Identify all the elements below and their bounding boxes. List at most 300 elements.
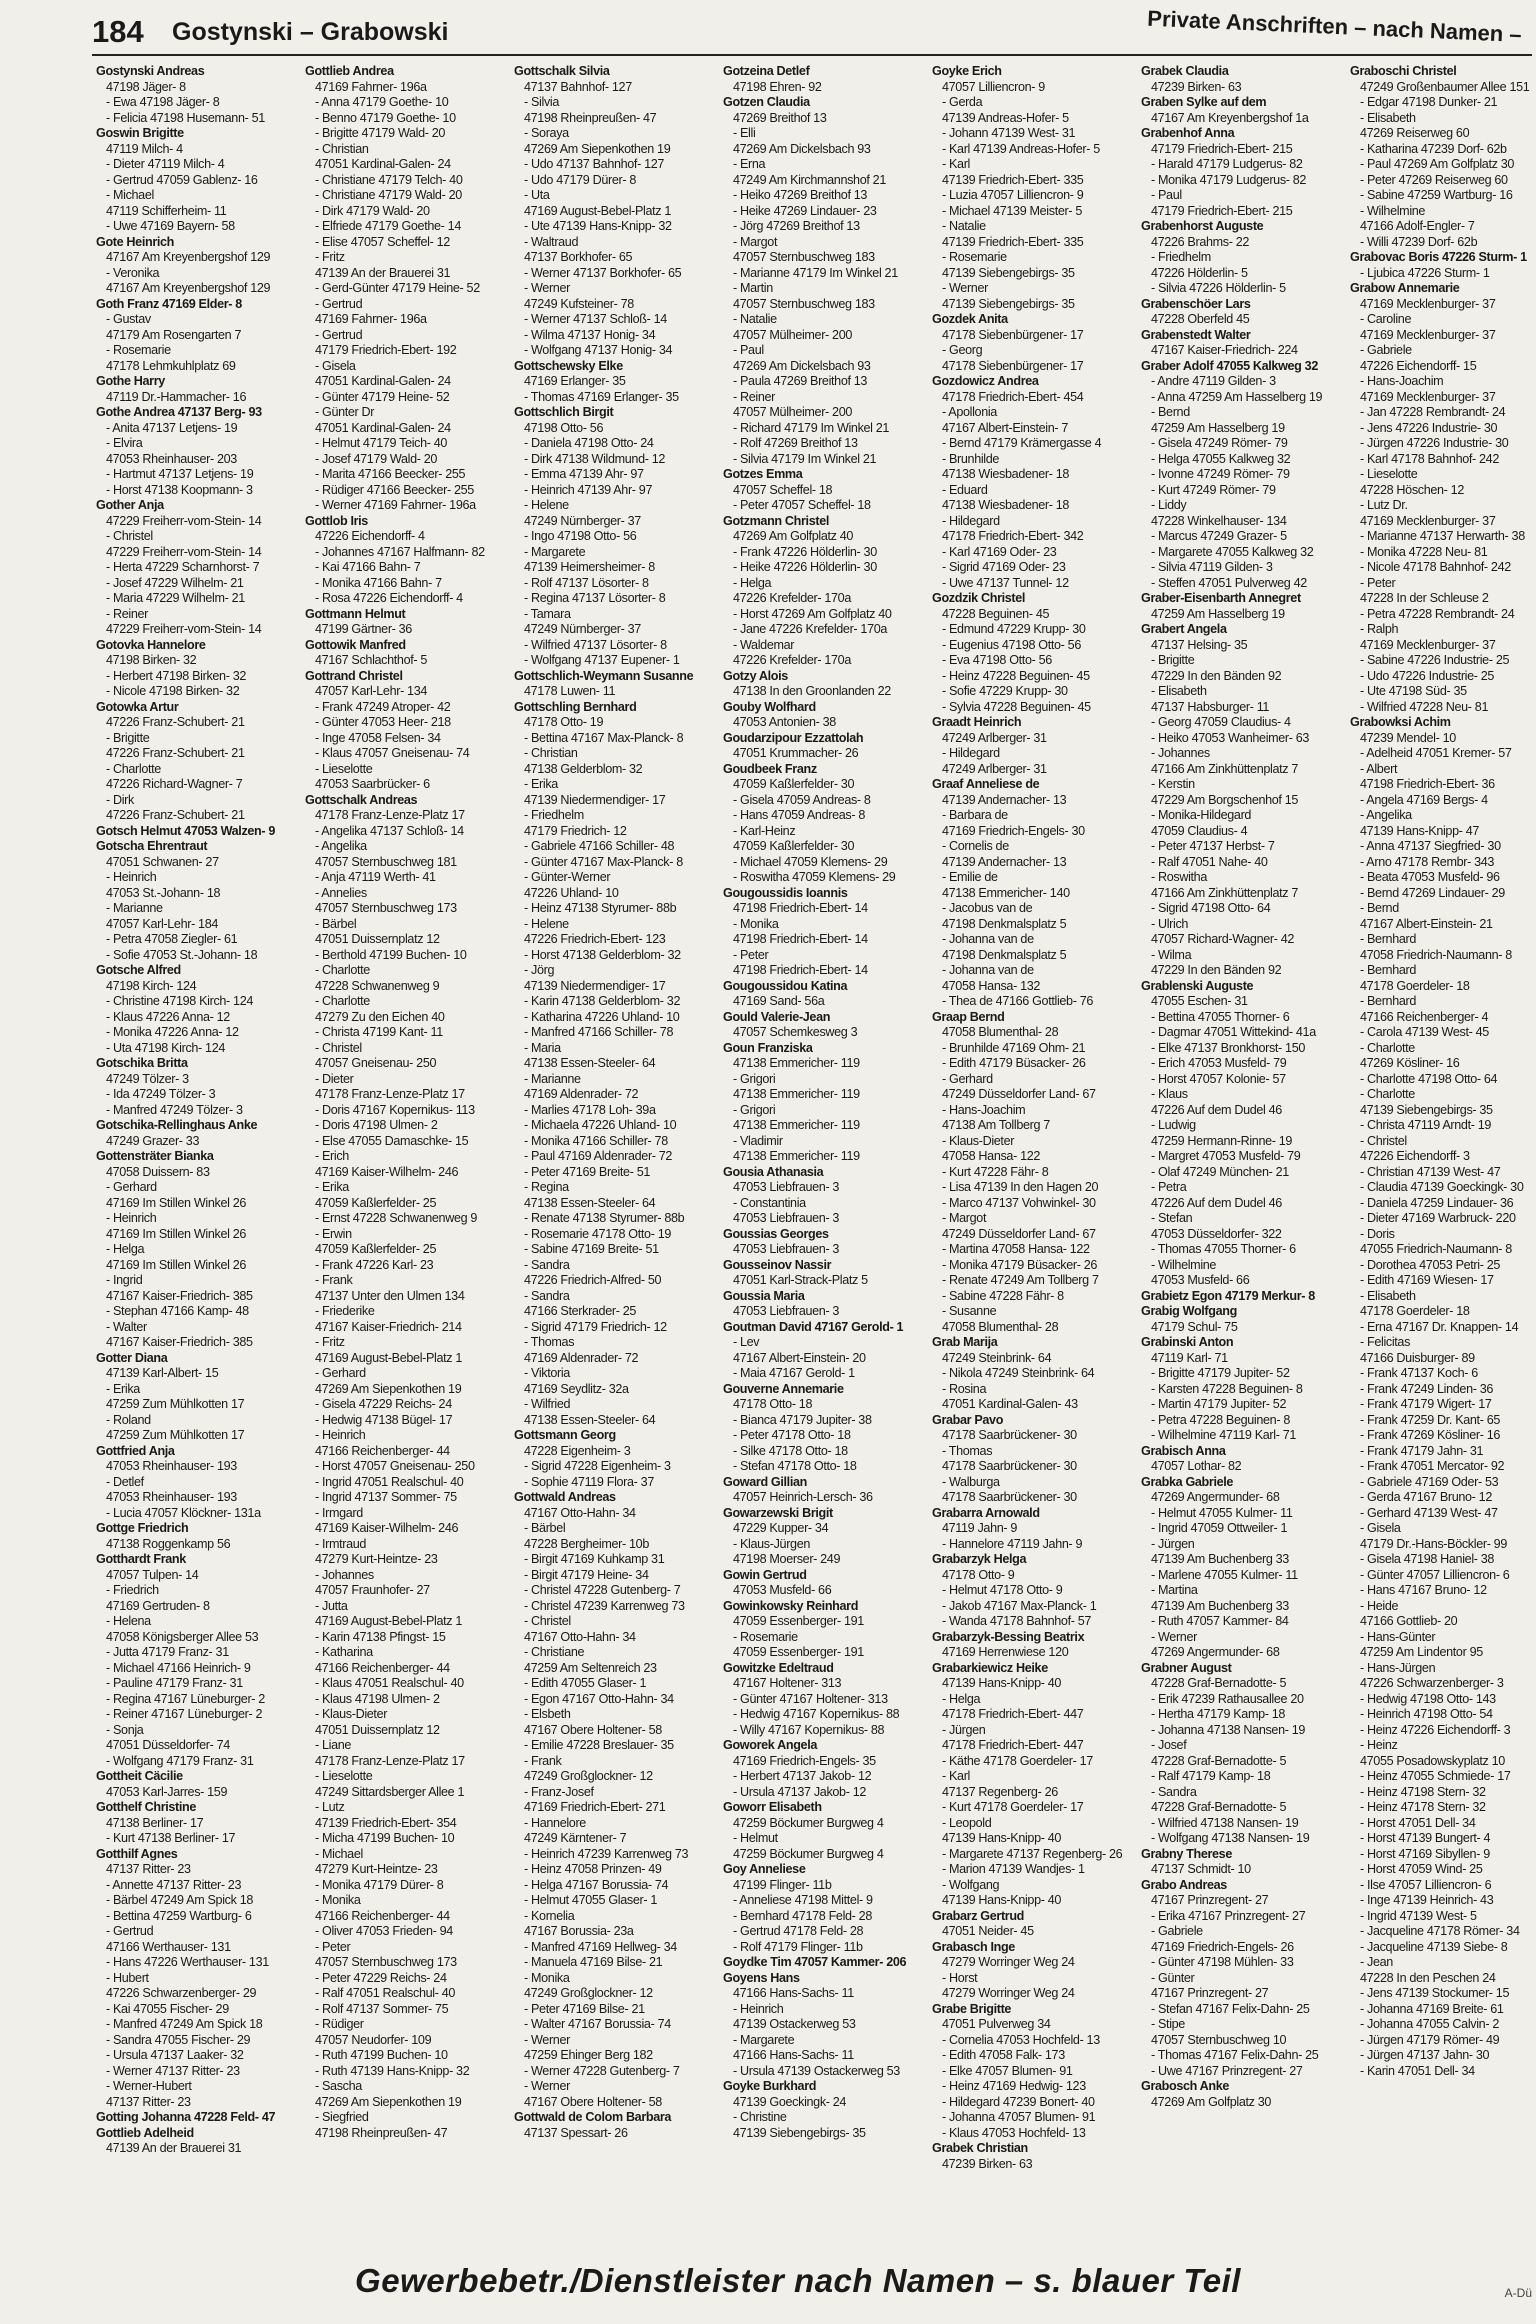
- entry-surname: Goth Franz 47169 Elder- 8: [96, 296, 242, 311]
- entry-line: 47198 Birken- 32: [106, 653, 197, 667]
- entry-surname: Graap Bernd: [932, 1009, 1005, 1024]
- entry-line: - Gertrud 47178 Feld- 28: [733, 1924, 864, 1938]
- entry-line: 47169 Fahrner- 196a: [315, 312, 427, 326]
- entry-line: 47169 Im Stillen Winkel 26: [106, 1257, 247, 1272]
- entry-surname: Graaf Anneliese de: [932, 777, 1040, 791]
- entry-line: - Manfred 47249 Tölzer- 3: [106, 1102, 243, 1117]
- entry-line: - Charlotte: [1360, 1087, 1415, 1101]
- entry-line: - Horst 47138 Gelderblom- 32: [524, 947, 681, 962]
- entry-line: 47269 Am Golfplatz 40: [733, 529, 854, 543]
- entry-line: - Christel: [1360, 1133, 1407, 1148]
- entry-surname: Grabarzyk Helga: [932, 1552, 1027, 1566]
- entry-line: - Erika 47167 Prinzregent- 27: [1151, 1908, 1306, 1923]
- entry-surname: Grabarkiewicz Heike: [932, 1660, 1048, 1675]
- entry-line: - Heinz 47055 Schmiede- 17: [1360, 1769, 1511, 1783]
- entry-line: - Gerhard: [942, 1071, 993, 1086]
- entry-line: 47057 Scheffel- 18: [733, 482, 833, 497]
- entry-line: 47051 Pulverweg 34: [942, 2017, 1051, 2031]
- entry-line: - Ursula 47137 Jakob- 12: [733, 1784, 867, 1799]
- entry-line: - Christiane: [524, 1645, 585, 1659]
- entry-line: 47226 Eichendorff- 15: [1360, 358, 1477, 373]
- entry-line: - Walter 47167 Borussia- 74: [524, 2017, 671, 2031]
- entry-line: - Karl 47178 Bahnhof- 242: [1360, 451, 1499, 466]
- entry-line: 47058 Hansa- 122: [942, 1149, 1041, 1163]
- entry-line: 47229 Freiherr-vom-Stein- 14: [106, 513, 262, 528]
- entry-line: - Manuela 47169 Bilse- 21: [524, 1955, 663, 1969]
- entry-line: 47059 Essenberger- 191: [733, 1614, 864, 1628]
- entry-line: - Werner: [524, 2079, 570, 2093]
- entry-line: 47139 Siebengebirgs- 35: [942, 265, 1075, 280]
- entry-line: - Christel: [524, 1614, 571, 1628]
- entry-line: - Christiane 47179 Telch- 40: [315, 172, 463, 187]
- entry-line: - Cornelia 47053 Hochfeld- 13: [942, 2032, 1100, 2047]
- entry-line: - Günter 47167 Holtener- 313: [733, 1691, 888, 1706]
- entry-line: 47166 Duisburger- 89: [1360, 1350, 1475, 1365]
- entry-line: - Christel 47239 Karrenweg 73: [524, 1598, 685, 1613]
- entry-line: - Michael 47166 Heinrich- 9: [106, 1660, 251, 1675]
- entry-line: 47138 Emmericher- 119: [733, 1087, 860, 1101]
- entry-line: 47249 Kärntener- 7: [524, 1831, 627, 1845]
- entry-line: 47166 Reichenberger- 44: [315, 1443, 450, 1458]
- entry-line: - Heiko 47053 Wanheimer- 63: [1151, 730, 1310, 745]
- entry-line: - Friedhelm: [524, 808, 584, 822]
- entry-line: - Manfred 47169 Hellweg- 34: [524, 1939, 677, 1954]
- entry-surname: Goydke Tim 47057 Kammer- 206: [723, 1955, 907, 1969]
- entry-line: - Cornelis de: [942, 839, 1009, 853]
- entry-line: 47057 Tulpen- 14: [106, 1567, 199, 1582]
- entry-line: - Thea de 47166 Gottlieb- 76: [942, 994, 1093, 1008]
- entry-line: 47053 Liebfrauen- 3: [733, 1242, 840, 1256]
- entry-line: - Günter 47057 Lilliencron- 6: [1360, 1567, 1510, 1582]
- entry-surname: Grabosch Anke: [1141, 2079, 1230, 2093]
- entry-line: 47169 Kaiser-Wilhelm- 246: [315, 1521, 459, 1535]
- entry-surname: Gottowik Manfred: [305, 637, 406, 652]
- entry-line: 47167 Schlachthof- 5: [315, 653, 428, 667]
- entry-line: 47169 Mecklenburger- 37: [1360, 327, 1496, 342]
- entry-line: 47228 In der Schleuse 2: [1360, 591, 1489, 605]
- entry-line: 47228 Graf-Bernadotte- 5: [1151, 1676, 1287, 1690]
- entry-surname: Goyke Burkhard: [723, 2079, 817, 2093]
- entry-line: - Friedhelm: [1151, 250, 1211, 264]
- entry-line: - Gustav: [106, 312, 151, 326]
- entry-line: - Herbert 47198 Birken- 32: [106, 668, 247, 683]
- entry-surname: Grab Marija: [932, 1335, 998, 1349]
- entry-line: 47229 Am Borgschenhof 15: [1151, 792, 1299, 807]
- entry-line: - Angelika: [1360, 808, 1412, 822]
- entry-line: 47167 Borussia- 23a: [524, 1924, 634, 1938]
- entry-line: - Emma 47139 Ahr- 97: [524, 467, 644, 481]
- entry-line: - Frank 47259 Dr. Kant- 65: [1360, 1412, 1501, 1427]
- entry-surname: Gottmann Helmut: [305, 606, 406, 621]
- entry-line: 47053 Liebfrauen- 3: [733, 1180, 840, 1194]
- entry-line: 47051 Kardinal-Galen- 24: [315, 374, 451, 388]
- entry-surname: Gottrand Christel: [305, 668, 403, 683]
- entry-line: - Hildegard: [942, 513, 1000, 528]
- entry-surname: Gotsch Helmut 47053 Walzen- 9: [96, 823, 276, 838]
- entry-surname: Gould Valerie-Jean: [723, 1009, 831, 1024]
- entry-line: - Angelika: [315, 839, 367, 853]
- entry-line: 47166 Reichenberger- 4: [1360, 1009, 1489, 1024]
- entry-surname: Gottge Friedrich: [96, 1521, 189, 1535]
- entry-surname: Grabig Wolfgang: [1141, 1304, 1237, 1318]
- entry-line: - Martina: [1151, 1583, 1198, 1597]
- entry-line: - Thomas 47169 Erlanger- 35: [524, 389, 679, 404]
- entry-line: 47139 Goeckingk- 24: [733, 2094, 847, 2109]
- entry-line: 47226 Hölderlin- 5: [1151, 265, 1248, 280]
- entry-line: - Paul 47169 Aldenrader- 72: [524, 1149, 673, 1163]
- entry-line: - Frank: [524, 1753, 562, 1768]
- entry-line: - Ingrid 47137 Sommer- 75: [315, 1490, 457, 1504]
- entry-line: - Johanna 47138 Nansen- 19: [1151, 1722, 1306, 1737]
- entry-line: - Ludwig: [1151, 1118, 1196, 1132]
- entry-line: - Heike 47269 Lindauer- 23: [733, 203, 877, 218]
- entry-line: 47167 Am Kreyenbergshof 129: [106, 250, 271, 264]
- entry-line: 47178 Saarbrückener- 30: [942, 1490, 1077, 1504]
- entry-line: 47259 Zum Mühlkotten 17: [106, 1428, 245, 1442]
- entry-line: 47051 Düsseldorfer- 74: [106, 1738, 230, 1752]
- entry-line: - Erich: [315, 1149, 349, 1163]
- entry-line: - Eva 47198 Otto- 56: [942, 653, 1052, 667]
- entry-line: - Johanna 47169 Breite- 61: [1360, 2001, 1504, 2016]
- entry-surname: Goudbeek Franz: [723, 761, 817, 776]
- entry-line: - Thomas 47055 Thorner- 6: [1151, 1242, 1296, 1256]
- entry-line: - Carola 47139 West- 45: [1360, 1025, 1489, 1039]
- entry-line: - Marco 47137 Vohwinkel- 30: [942, 1195, 1096, 1210]
- entry-line: - Ivonne 47249 Römer- 79: [1151, 467, 1290, 481]
- entry-line: 47249 Großglockner- 12: [524, 1986, 653, 2000]
- entry-line: - Jacobus van de: [942, 901, 1033, 915]
- entry-line: - Hildegard 47239 Bonert- 40: [942, 2094, 1095, 2109]
- entry-line: 47226 Eichendorff- 3: [1360, 1149, 1470, 1163]
- entry-line: - Peter: [733, 947, 769, 962]
- entry-surname: Grabert Angela: [1141, 622, 1227, 636]
- entry-line: - Heinrich 47139 Ahr- 97: [524, 482, 653, 497]
- entry-line: - Charlotte: [315, 963, 370, 977]
- entry-surname: Gotzeina Detlef: [723, 64, 810, 78]
- entry-line: 47249 Steinbrink- 64: [942, 1350, 1052, 1365]
- entry-line: - Bernd 47269 Lindauer- 29: [1360, 885, 1505, 900]
- entry-line: - Heinz 47058 Prinzen- 49: [524, 1862, 662, 1876]
- entry-line: - Georg 47059 Claudius- 4: [1151, 715, 1291, 729]
- entry-line: - Sandra: [524, 1257, 570, 1272]
- entry-line: - Sofie 47229 Krupp- 30: [942, 684, 1068, 698]
- entry-line: - Petra 47058 Ziegler- 61: [106, 932, 238, 946]
- entry-line: 47119 Karl- 71: [1151, 1350, 1228, 1365]
- entry-line: - Wilfried: [524, 1397, 571, 1411]
- entry-line: - Walter: [106, 1319, 147, 1334]
- entry-line: 47169 Fahrner- 196a: [315, 79, 427, 94]
- entry-line: - Thomas: [942, 1443, 993, 1458]
- entry-surname: Gotovka Hannelore: [96, 637, 206, 652]
- entry-line: - Micha 47199 Buchen- 10: [315, 1831, 455, 1845]
- entry-line: - Werner: [1151, 1629, 1197, 1644]
- entry-line: - Natalie: [733, 312, 777, 326]
- entry-line: 47178 Saarbrückener- 30: [942, 1428, 1077, 1442]
- entry-line: - Petra: [1151, 1180, 1187, 1194]
- entry-line: 47226 Friedrich-Ebert- 123: [524, 932, 666, 946]
- entry-line: - Silvia 47179 Im Winkel 21: [733, 451, 877, 466]
- entry-line: - Hedwig 47167 Kopernikus- 88: [733, 1707, 900, 1721]
- entry-line: - Johannes 47167 Halfmann- 82: [315, 544, 485, 559]
- entry-line: 47139 An der Brauerei 31: [106, 2141, 242, 2155]
- entry-line: - Karin 47138 Pfingst- 15: [315, 1629, 446, 1644]
- entry-surname: Grabarra Arnowald: [932, 1505, 1040, 1520]
- entry-line: - Bärbel 47249 Am Spick 18: [106, 1893, 254, 1907]
- entry-line: - Sigrid 47179 Friedrich- 12: [524, 1319, 667, 1334]
- entry-line: 47249 Tölzer- 3: [106, 1071, 189, 1086]
- entry-line: - Jutta 47179 Franz- 31: [106, 1645, 229, 1659]
- entry-line: - Helga: [733, 575, 772, 590]
- entry-line: 47229 Freiherr-vom-Stein- 14: [106, 544, 262, 559]
- entry-line: - Josef 47179 Wald- 20: [315, 451, 438, 466]
- entry-line: - Peter 47169 Breite- 51: [524, 1164, 651, 1179]
- entry-line: - Christiane 47179 Wald- 20: [315, 188, 462, 202]
- entry-surname: Gottheit Cäcilie: [96, 1769, 183, 1783]
- entry-surname: Goy Anneliese: [723, 1862, 806, 1876]
- entry-line: 47279 Worringer Weg 24: [942, 1986, 1075, 2000]
- entry-line: - Ljubica 47226 Sturm- 1: [1360, 265, 1490, 280]
- entry-line: - Helga 47167 Borussia- 74: [524, 1877, 669, 1892]
- entry-line: 47169 Aldenrader- 72: [524, 1087, 639, 1101]
- entry-line: - Regina 47137 Lösorter- 8: [524, 591, 666, 605]
- entry-line: - Monika: [315, 1893, 361, 1907]
- entry-line: - Josef 47229 Wilhelm- 21: [106, 575, 244, 590]
- entry-line: - Rosina: [942, 1381, 987, 1396]
- entry-line: - Peter: [315, 1939, 351, 1954]
- entry-line: 47167 Kaiser-Friedrich- 224: [1151, 343, 1298, 357]
- entry-line: - Hans-Jürgen: [1360, 1660, 1436, 1675]
- entry-line: - Karl: [942, 157, 970, 171]
- entry-line: - Ernst 47228 Schwanenweg 9: [315, 1211, 478, 1225]
- entry-line: 47228 Höschen- 12: [1360, 482, 1464, 497]
- entry-line: 47119 Dr.-Hammacher- 16: [106, 389, 247, 404]
- entry-line: - Rolf 47179 Flinger- 11b: [733, 1939, 863, 1954]
- entry-surname: Goussia Maria: [723, 1288, 805, 1303]
- entry-line: - Gabriele: [1360, 343, 1412, 357]
- entry-line: - Frank 47249 Atroper- 42: [315, 699, 451, 714]
- entry-line: 47229 Kupper- 34: [733, 1521, 829, 1535]
- entry-line: - Katharina: [315, 1645, 373, 1659]
- entry-line: 47059 Kaßlerfelder- 30: [733, 839, 855, 853]
- entry-line: - Erna 47167 Dr. Knappen- 14: [1360, 1319, 1519, 1334]
- entry-line: 47169 Im Stillen Winkel 26: [106, 1195, 247, 1210]
- entry-surname: Goworek Angela: [723, 1738, 818, 1752]
- entry-line: - Daniela 47259 Lindauer- 36: [1360, 1195, 1514, 1210]
- entry-line: 47226 Krefelder- 170a: [733, 653, 851, 667]
- entry-line: 47138 Wiesbadener- 18: [942, 467, 1070, 481]
- entry-line: - Uwe 47169 Bayern- 58: [106, 219, 235, 233]
- entry-line: - Dieter 47169 Warbruck- 220: [1360, 1211, 1516, 1225]
- entry-line: 47169 Friedrich-Ebert- 271: [524, 1800, 666, 1814]
- entry-line: 47139 Hans-Knipp- 40: [942, 1676, 1062, 1690]
- entry-line: - Gertrud: [315, 327, 363, 342]
- entry-line: - Anita 47137 Letjens- 19: [106, 420, 238, 435]
- entry-line: 47249 Arlberger- 31: [942, 761, 1047, 776]
- entry-line: - Horst 47059 Wind- 25: [1360, 1862, 1483, 1876]
- entry-line: 47167 Prinzregent- 27: [1151, 1893, 1269, 1907]
- entry-line: 47249 Sittardsberger Allee 1: [315, 1784, 465, 1799]
- entry-line: - Marita 47166 Beecker- 255: [315, 467, 466, 481]
- entry-line: - Karl: [942, 1769, 970, 1783]
- entry-line: 47057 Mülheimer- 200: [733, 327, 853, 342]
- entry-line: 47167 Obere Holtener- 58: [524, 1722, 662, 1737]
- entry-line: 47169 Erlanger- 35: [524, 374, 626, 388]
- entry-line: 47226 Friedrich-Alfred- 50: [524, 1273, 662, 1287]
- entry-line: - Stefan 47167 Felix-Dahn- 25: [1151, 2001, 1310, 2016]
- entry-line: 47269 Angermunder- 68: [1151, 1645, 1280, 1659]
- entry-surname: Gowarzewski Brigit: [723, 1505, 833, 1520]
- entry-line: 47139 Friedrich-Ebert- 335: [942, 172, 1084, 187]
- entry-line: 47138 Emmericher- 140: [942, 885, 1070, 900]
- entry-line: - Michael: [315, 1846, 363, 1861]
- entry-line: - Helena: [106, 1614, 151, 1628]
- entry-line: - Horst 47138 Koopmann- 3: [106, 482, 253, 497]
- header-rule: [92, 54, 1532, 56]
- entry-surname: Goun Franziska: [723, 1040, 813, 1055]
- entry-line: 47138 Emmericher- 119: [733, 1056, 860, 1070]
- entry-line: - Lutz: [315, 1800, 345, 1814]
- entry-line: - Christian 47139 West- 47: [1360, 1164, 1501, 1179]
- entry-line: - Leopold: [942, 1815, 992, 1830]
- entry-line: - Werner 47228 Gutenberg- 7: [524, 2063, 680, 2078]
- entry-surname: Gotter Diana: [96, 1350, 168, 1365]
- entry-line: - Liane: [315, 1738, 352, 1752]
- entry-line: - Günter: [1151, 1970, 1195, 1985]
- entry-surname: Gouverne Annemarie: [723, 1381, 844, 1396]
- entry-line: 47239 Birken- 63: [1151, 79, 1242, 94]
- entry-line: - Jacqueline 47178 Römer- 34: [1360, 1924, 1520, 1938]
- entry-line: 47169 Herrenwiese 120: [942, 1645, 1069, 1659]
- entry-line: 47167 Am Kreyenbergshof 1a: [1151, 110, 1309, 125]
- entry-line: 47057 Sternbuschweg 183: [733, 250, 875, 264]
- entry-line: 47198 Friedrich-Ebert- 36: [1360, 777, 1495, 791]
- entry-line: - Caroline: [1360, 312, 1412, 326]
- entry-line: - Wolfgang 47138 Nansen- 19: [1151, 1831, 1310, 1845]
- entry-line: 47057 Heinrich-Lersch- 36: [733, 1490, 873, 1504]
- entry-line: - Dieter: [315, 1071, 354, 1086]
- entry-line: - Christine 47198 Kirch- 124: [106, 994, 254, 1008]
- entry-line: - Bernhard 47178 Feld- 28: [733, 1908, 872, 1923]
- entry-line: - Heinz 47178 Stern- 32: [1360, 1800, 1486, 1814]
- entry-line: - Michael 47059 Klemens- 29: [733, 854, 888, 869]
- entry-line: 47198 Friedrich-Ebert- 14: [733, 963, 868, 977]
- entry-line: - Rolf 47269 Breithof 13: [733, 436, 858, 450]
- entry-line: 47139 Andernacher- 13: [942, 854, 1067, 869]
- entry-line: 47167 Obere Holtener- 58: [524, 2094, 662, 2109]
- entry-line: - Erika: [524, 777, 558, 791]
- entry-line: 47139 Andernacher- 13: [942, 792, 1067, 807]
- entry-surname: Grabowksi Achim: [1350, 715, 1451, 729]
- entry-line: 47269 Breithof 13: [733, 110, 827, 125]
- entry-line: 47226 Krefelder- 170a: [733, 591, 851, 605]
- entry-line: - Willy 47167 Kopernikus- 88: [733, 1722, 885, 1737]
- entry-line: - Horst 47269 Am Golfplatz 40: [733, 606, 892, 621]
- entry-line: - Elfriede 47179 Goethe- 14: [315, 219, 461, 233]
- section-title: Private Anschriften – nach Namen –: [1147, 5, 1523, 47]
- entry-surname: Gotzen Claudia: [723, 95, 810, 109]
- entry-surname: Grabenschöer Lars: [1141, 296, 1251, 311]
- entry-line: - Ingo 47198 Otto- 56: [524, 529, 637, 543]
- entry-line: 47138 Gelderblom- 32: [524, 761, 643, 776]
- entry-line: - Frank 47179 Jahn- 31: [1360, 1443, 1484, 1458]
- entry-line: 47226 Richard-Wagner- 7: [106, 777, 243, 791]
- entry-line: - Elisabeth: [1151, 684, 1207, 698]
- entry-line: - Gerda 47167 Bruno- 12: [1360, 1490, 1492, 1504]
- entry-line: - Nikola 47249 Steinbrink- 64: [942, 1366, 1095, 1380]
- entry-line: - Sigrid 47228 Eigenheim- 3: [524, 1459, 671, 1473]
- entry-line: - Hans-Joachim: [942, 1102, 1026, 1117]
- entry-line: 47259 Hermann-Rinne- 19: [1151, 1133, 1293, 1148]
- entry-line: - Emilie de: [942, 870, 998, 884]
- entry-line: 47178 Friedrich-Ebert- 454: [942, 389, 1084, 404]
- entry-line: 47169 Seydlitz- 32a: [524, 1381, 629, 1396]
- entry-line: 47226 Brahms- 22: [1151, 234, 1250, 249]
- entry-line: 47178 Siebenbürgener- 17: [942, 358, 1084, 373]
- entry-line: 47169 Im Stillen Winkel 26: [106, 1226, 247, 1241]
- entry-line: - Werner: [524, 281, 570, 295]
- entry-line: 47259 Böckumer Burgweg 4: [733, 1846, 884, 1861]
- entry-line: - Franz-Josef: [524, 1784, 594, 1799]
- entry-line: - Johanna van de: [942, 932, 1034, 946]
- entry-line: - Benno 47179 Goethe- 10: [315, 110, 456, 125]
- entry-line: - Hartmut 47137 Letjens- 19: [106, 467, 254, 481]
- entry-line: - Barbara de: [942, 808, 1008, 822]
- entry-line: - Herbert 47137 Jakob- 12: [733, 1769, 872, 1783]
- entry-line: - Jürgen 47179 Römer- 49: [1360, 2032, 1500, 2047]
- entry-line: - Sylvia 47228 Beguinen- 45: [942, 699, 1091, 714]
- entry-line: - Stefan 47178 Otto- 18: [733, 1459, 857, 1473]
- entry-line: - Sandra 47055 Fischer- 29: [106, 2032, 251, 2047]
- entry-line: - Richard 47179 Im Winkel 21: [733, 420, 890, 435]
- entry-line: - Dirk: [106, 792, 134, 807]
- entry-line: - Johannes: [1151, 746, 1210, 760]
- entry-line: - Monika-Hildegard: [1151, 808, 1252, 822]
- entry-line: 47053 Liebfrauen- 3: [733, 1304, 840, 1318]
- entry-line: - Werner 47137 Borkhofer- 65: [524, 265, 682, 280]
- entry-surname: Gotzy Alois: [723, 668, 788, 683]
- entry-line: 47178 Lehmkuhlplatz 69: [106, 358, 236, 373]
- entry-line: - Christine: [733, 2110, 787, 2124]
- entry-line: 47279 Zu den Eichen 40: [315, 1009, 445, 1024]
- entry-line: - Klaus 47053 Hochfeld- 13: [942, 2125, 1086, 2140]
- entry-line: - Edith 47058 Falk- 173: [942, 2048, 1065, 2062]
- entry-line: - Peter 47178 Otto- 18: [733, 1428, 851, 1442]
- entry-line: - Jakob 47167 Max-Planck- 1: [942, 1598, 1097, 1613]
- entry-line: - Sigrid 47169 Oder- 23: [942, 560, 1066, 574]
- entry-surname: Graber Adolf 47055 Kalkweg 32: [1141, 358, 1318, 373]
- entry-line: - Werner: [524, 2032, 570, 2047]
- entry-line: - Heinrich 47198 Otto- 54: [1360, 1707, 1493, 1721]
- entry-surname: Graadt Heinrich: [932, 715, 1022, 729]
- entry-line: - Herta 47229 Scharnhorst- 7: [106, 560, 260, 574]
- entry-line: - Bernhard: [1360, 994, 1417, 1008]
- entry-line: 47139 Siebengebirgs- 35: [942, 296, 1075, 311]
- entry-line: - Elke 47057 Blumen- 91: [942, 2063, 1073, 2078]
- entry-line: - Nicole 47198 Birken- 32: [106, 684, 240, 698]
- entry-line: - Daniela 47198 Otto- 24: [524, 436, 654, 450]
- entry-line: - Angelika 47137 Schloß- 14: [315, 823, 464, 838]
- entry-line: - Georg: [942, 343, 983, 357]
- entry-line: - Reiner 47167 Lüneburger- 2: [106, 1707, 263, 1721]
- entry-line: 47139 An der Brauerei 31: [315, 265, 451, 280]
- entry-line: 47279 Kurt-Heintze- 23: [315, 1552, 438, 1566]
- entry-line: - Karin 47138 Gelderblom- 32: [524, 994, 681, 1008]
- entry-line: - Ute 47139 Hans-Knipp- 32: [524, 219, 672, 233]
- entry-line: 47228 Beguinen- 45: [942, 606, 1050, 621]
- entry-line: 47226 Eichendorff- 4: [315, 529, 425, 543]
- entry-line: - Paul 47269 Am Golfplatz 30: [1360, 157, 1515, 171]
- entry-line: - Monika: [733, 916, 779, 931]
